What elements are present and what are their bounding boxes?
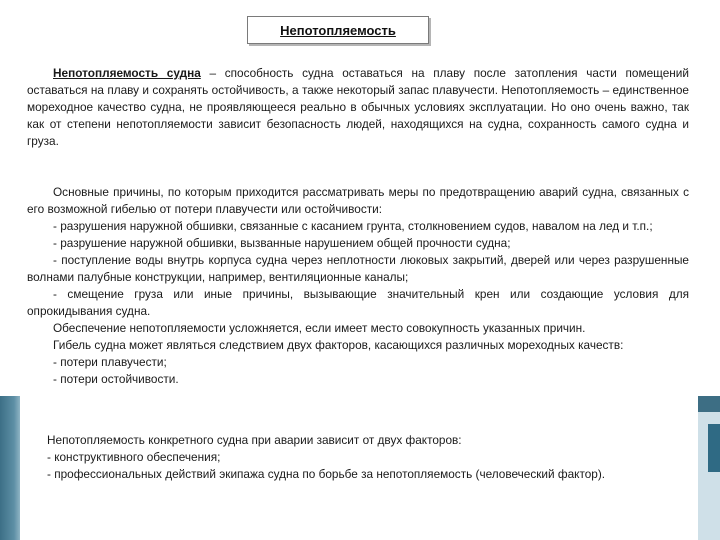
cause-item: - разрушение наружной обшивки, вызванные нарушением общей прочности судна; [53,236,511,250]
causes-section [27,184,689,388]
complication-text: Обеспечение непотопляемости усложняется, если имеет место совокупность указанных причин. [53,321,586,335]
factor-item: - потери остойчивости. [53,372,179,386]
right-decorative-strip-top [698,396,720,412]
causes-intro: Основные причины, по которым приходится рассматривать меры по предотвращению аварий судна, связанных с его возможной гибелью от потери плавучести или остойчивости: [27,185,689,216]
right-decorative-block [708,424,720,472]
left-decorative-strip [0,396,20,540]
definition-term: Непотопляемость судна [53,66,201,80]
dependence-section [27,432,689,483]
cause-item: - разрушения наружной обшивки, связанные с касанием грунта, столкновением судов, навалом на лед и т.п.; [53,219,653,233]
definition-paragraph [27,65,689,150]
cause-item: - смещение груза или иные причины, вызывающие значительный крен или создающие условия для опрокидывания судна. [27,287,689,318]
dependence-intro: Непотопляемость конкретного судна при аварии зависит от двух факторов: [47,433,462,447]
slide-title: Непотопляемость [247,16,429,44]
dependence-item: - профессиональных действий экипажа судна по борьбе за непотопляемость (человеческий фактор). [47,467,606,481]
definition-text: – способность судна оставаться на плаву после затопления части помещений оставаться на плаву и сохранять остойчивость, а также некоторый запас плавучести. Непотопляемость – единственное мореходное качество судна, не проявляющееся реально в обычных условиях эксплуатации. Но оно очень важно, так как от степени непотопляемости зависит безопасность людей, находящихся на судна, сохранность самого судна и груза. [27,66,689,148]
cause-item: - поступление воды внутрь корпуса судна через неплотности люковых закрытий, дверей или через разрушенные волнами палубные конструкции, например, вентиляционные каналы; [27,253,689,284]
factor-item: - потери плавучести; [53,355,167,369]
factors-intro: Гибель судна может являться следствием двух факторов, касающихся различных мореходных качеств: [53,338,624,352]
dependence-item: - конструктивного обеспечения; [47,450,221,464]
